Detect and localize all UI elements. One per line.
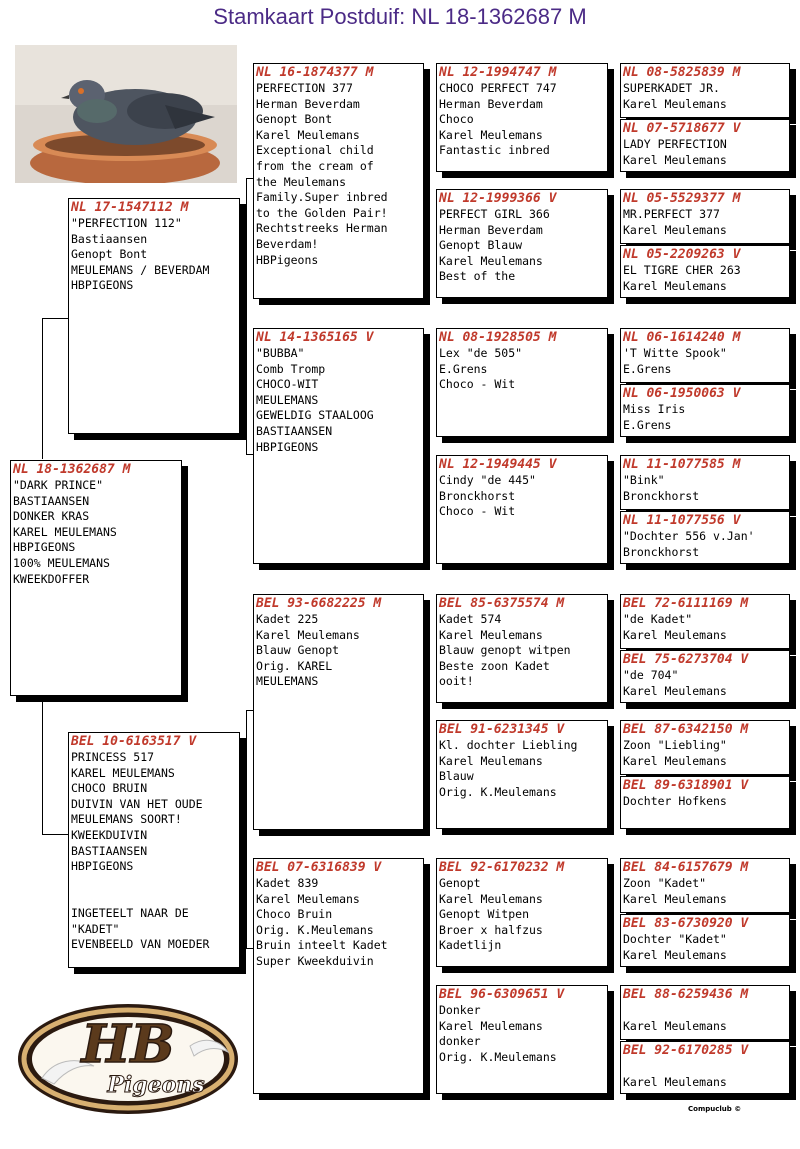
pedigree-line: Broer x halfzus [439,922,543,937]
ring-number: NL 06-1614240 M [623,330,741,345]
pedigree-card-grandsire-maternal [253,594,424,830]
pedigree-line: Genopt Blauw [439,238,523,253]
pedigree-line: DUIVIN VAN HET OUDE [71,796,203,811]
pedigree-line: Bronckhorst [623,544,700,559]
pedigree-line: Zoon "Liebling" [623,738,727,752]
footer-credit: Compuclub © [688,1105,742,1113]
pedigree-line: KWEEKDUIVIN [71,827,148,842]
pedigree-line: Beverdam! [256,236,319,251]
pedigree-line: GEWELDIG STAALOOG [256,408,374,423]
ring-number: BEL 07-6316839 V [256,860,382,875]
pedigree-line: Zoon "Kadet" [623,876,707,890]
pigeon-photo [15,45,237,183]
pedigree-line: Bastiaansen [71,231,148,246]
ring-number: NL 12-1994747 M [439,65,557,80]
pedigree-line: "de 704" [623,668,679,682]
ring-number: NL 11-1077585 M [623,457,741,472]
ring-number: BEL 84-6157679 M [623,860,749,875]
pedigree-line: Blauw Genopt [256,643,340,658]
pedigree-line: Rechtstreeks Herman [256,221,388,236]
pedigree-line: Choco Bruin [256,907,333,922]
ring-number: BEL 91-6231345 V [439,722,565,737]
pedigree-line: HBPIGEONS [71,278,134,293]
pedigree-line: MEULEMANS [256,392,319,407]
pedigree-line: ooit! [439,674,474,689]
ring-number: NL 05-2209263 V [623,247,741,262]
pedigree-line: HBPIGEONS [71,859,134,874]
pedigree-line: Kadetlijn [439,938,502,953]
ring-number: NL 12-1949445 V [439,457,557,472]
pedigree-line: 100% MEULEMANS [13,555,110,570]
pedigree-line: Karel Meulemans [623,891,727,906]
pedigree-line: PERFECTION 377 [256,81,353,95]
pedigree-line: Orig. KAREL [256,658,333,673]
page-title: Stamkaart Postduif: NL 18-1362687 M [213,4,587,29]
pedigree-line: Karel Meulemans [623,683,727,698]
pedigree-line: Kl. dochter Liebling [439,738,578,752]
pedigree-line: PRINCESS 517 [71,750,155,764]
pedigree-line: Karel Meulemans [439,753,543,768]
ring-number: NL 08-5825839 M [623,65,741,80]
pedigree-line: Best of the [439,269,516,284]
pedigree-line: LADY PERFECTION [623,137,727,151]
pedigree-card-ggp-3 [436,328,608,437]
pedigree-line: Blauw genopt witpen [439,643,571,658]
pedigree-line: Karel Meulemans [623,1018,727,1033]
ring-number: BEL 83-6730920 V [623,916,749,931]
pedigree-line: "DARK PRINCE" [13,478,104,492]
ring-number: NL 14-1365165 V [256,330,374,345]
pedigree-card-gggp-10 [620,650,790,703]
pedigree-line: Dochter Hofkens [623,794,727,808]
pedigree-card-gggp-1 [620,63,790,118]
pedigree-line [623,1003,787,1019]
pedigree-card-subject [10,460,182,696]
pedigree-line: Herman Beverdam [256,96,360,111]
pedigree-line: Karel Meulemans [439,1018,543,1033]
ring-number: NL 07-5718677 V [623,121,741,136]
pedigree-card-mother [68,732,240,968]
pedigree-line: Karel Meulemans [439,627,543,642]
pedigree-line: MR.PERFECT 377 [623,207,720,221]
pedigree-card-gggp-7 [620,455,790,510]
pedigree-line [71,890,237,906]
pedigree-line: Lex "de 505" [439,346,523,360]
pedigree-line: Kadet 839 [256,876,319,890]
ring-number: NL 18-1362687 M [13,462,131,477]
ring-number: BEL 75-6273704 V [623,652,749,667]
pedigree-card-gggp-12 [620,776,790,829]
pedigree-line [71,875,237,891]
pedigree-card-ggp-7 [436,858,608,967]
ring-number: NL 06-1950063 V [623,386,741,401]
pedigree-line: "de Kadet" [623,612,693,626]
pedigree-card-ggp-2 [436,189,608,298]
pedigree-line: Cindy "de 445" [439,473,536,487]
pedigree-card-granddam-paternal [253,328,424,564]
ring-number: NL 17-1547112 M [71,200,189,215]
ring-number: BEL 89-6318901 V [623,778,749,793]
pedigree-line: Karel Meulemans [439,127,543,142]
pedigree-card-ggp-8 [436,985,608,1094]
ring-number: BEL 93-6682225 M [256,596,382,611]
pedigree-line: HBPIGEONS [13,540,76,555]
pedigree-line: Karel Meulemans [256,127,360,142]
pedigree-line: Donker [439,1003,481,1017]
pedigree-card-gggp-14 [620,914,790,967]
pedigree-line: Choco [439,112,474,127]
pedigree-card-gggp-5 [620,328,790,383]
pedigree-line: CHOCO BRUIN [71,781,148,796]
ring-number: NL 08-1928505 M [439,330,557,345]
pedigree-card-gggp-9 [620,594,790,649]
pedigree-line: Orig. K.Meulemans [256,922,374,937]
ring-number: BEL 88-6259436 M [623,987,749,1002]
pedigree-card-gggp-4 [620,245,790,298]
pedigree-line: BASTIAANSEN [13,493,90,508]
pedigree-line: Karel Meulemans [623,1074,727,1089]
pedigree-card-ggp-4 [436,455,608,564]
ring-number: BEL 92-6170232 M [439,860,565,875]
pedigree-card-father [68,198,240,434]
pedigree-card-ggp-1 [436,63,608,172]
pedigree-line: Karel Meulemans [623,152,727,167]
pedigree-line: Bruin inteelt Kadet [256,938,388,953]
pedigree-line: MEULEMANS / BEVERDAM [71,262,210,277]
pedigree-line: Karel Meulemans [623,96,727,111]
pedigree-line: Orig. K.Meulemans [439,1049,557,1064]
logo-main-text: HB [81,1014,175,1075]
ring-number: BEL 92-6170285 V [623,1043,749,1058]
pedigree-line: donker [439,1034,481,1049]
pedigree-line: to the Golden Pair! [256,205,388,220]
pedigree-card-grandsire-paternal [253,63,424,299]
pedigree-line: Bronckhorst [439,488,516,503]
pedigree-line: BASTIAANSEN [71,843,148,858]
pedigree-line: Karel Meulemans [439,891,543,906]
pedigree-line: "PERFECTION 112" [71,216,182,230]
pedigree-line: 'T Witte Spook" [623,346,727,360]
pedigree-card-gggp-16 [620,1041,790,1094]
pedigree-line: Genopt Witpen [439,907,530,922]
pedigree-line: DONKER KRAS [13,509,90,524]
ring-number: BEL 87-6342150 M [623,722,749,737]
pedigree-card-gggp-8 [620,511,790,564]
pedigree-line: MEULEMANS [256,674,319,689]
pedigree-line: Bronckhorst [623,488,700,503]
pedigree-card-ggp-5 [436,594,608,703]
pedigree-line: Choco - Wit [439,377,516,392]
pedigree-line: Orig. K.Meulemans [439,784,557,799]
pedigree-card-gggp-11 [620,720,790,775]
pedigree-line: the Meulemans [256,174,347,189]
pedigree-line: E.Grens [439,361,488,376]
pedigree-line: Karel Meulemans [623,627,727,642]
pedigree-card-gggp-2 [620,119,790,172]
pedigree-line: Genopt Bont [71,247,148,262]
pedigree-line: "Dochter 556 v.Jan' [623,529,755,543]
pedigree-line: "Bink" [623,473,665,487]
pedigree-line: BASTIAANSEN [256,423,333,438]
pedigree-line: INGETEELT NAAR DE [71,905,189,920]
pedigree-line: Choco - Wit [439,504,516,519]
ring-number: NL 11-1077556 V [623,513,741,528]
pedigree-line: Fantastic inbred [439,143,550,158]
pedigree-line [623,1059,787,1075]
pedigree-line: Miss Iris [623,402,686,416]
ring-number: BEL 85-6375574 M [439,596,565,611]
pedigree-line: Family.Super inbred [256,190,388,205]
pedigree-line: Super Kweekduivin [256,953,374,968]
pedigree-line: Karel Meulemans [623,222,727,237]
pedigree-line: KWEEKDOFFER [13,571,90,586]
logo-sub-text: Pigeons [107,1072,205,1098]
pedigree-line: Kadet 574 [439,612,502,626]
ring-number: BEL 72-6111169 M [623,596,749,611]
ring-number: NL 05-5529377 M [623,191,741,206]
pedigree-card-gggp-3 [620,189,790,244]
pedigree-line: EL TIGRE CHER 263 [623,263,741,277]
pedigree-line: E.Grens [623,417,672,432]
pedigree-line: CHOCO PERFECT 747 [439,81,557,95]
pedigree-line: Dochter "Kadet" [623,932,727,946]
pedigree-line: MEULEMANS SOORT! [71,812,182,827]
pedigree-line: Kadet 225 [256,612,319,626]
pedigree-line: Genopt Bont [256,112,333,127]
pedigree-card-granddam-maternal [253,858,424,1094]
pedigree-line: Herman Beverdam [439,222,543,237]
pedigree-line: KAREL MEULEMANS [71,765,175,780]
pedigree-line: E.Grens [623,361,672,376]
pedigree-line: PERFECT GIRL 366 [439,207,550,221]
ring-number: BEL 10-6163517 V [71,734,197,749]
pedigree-line: Beste zoon Kadet [439,658,550,673]
pedigree-line: HBPigeons [256,252,319,267]
pedigree-line: Blauw [439,769,474,784]
pedigree-card-gggp-6 [620,384,790,437]
pedigree-line: KAREL MEULEMANS [13,524,117,539]
pedigree-line: CHOCO-WIT [256,377,319,392]
pedigree-line: from the cream of [256,158,374,173]
pedigree-card-ggp-6 [436,720,608,829]
pedigree-line: Karel Meulemans [439,253,543,268]
ring-number: NL 16-1874377 M [256,65,374,80]
ring-number: NL 12-1999366 V [439,191,557,206]
pedigree-line: Karel Meulemans [623,753,727,768]
pedigree-line: HBPIGEONS [256,439,319,454]
pedigree-line: EVENBEELD VAN MOEDER [71,937,210,952]
pedigree-line: Genopt [439,876,481,890]
ring-number: BEL 96-6309651 V [439,987,565,1002]
pedigree-line: Karel Meulemans [623,278,727,293]
hb-pigeons-logo [14,1000,242,1118]
pedigree-card-gggp-13 [620,858,790,913]
pedigree-line: Karel Meulemans [256,627,360,642]
pedigree-card-gggp-15 [620,985,790,1040]
pedigree-line: Karel Meulemans [623,947,727,962]
pedigree-line: Exceptional child [256,143,374,158]
pedigree-line: "BUBBA" [256,346,305,360]
pedigree-line: "KADET" [71,921,120,936]
pedigree-line: Karel Meulemans [256,891,360,906]
pedigree-line: Comb Tromp [256,361,326,376]
pedigree-line: Herman Beverdam [439,96,543,111]
pedigree-line: SUPERKADET JR. [623,81,720,95]
